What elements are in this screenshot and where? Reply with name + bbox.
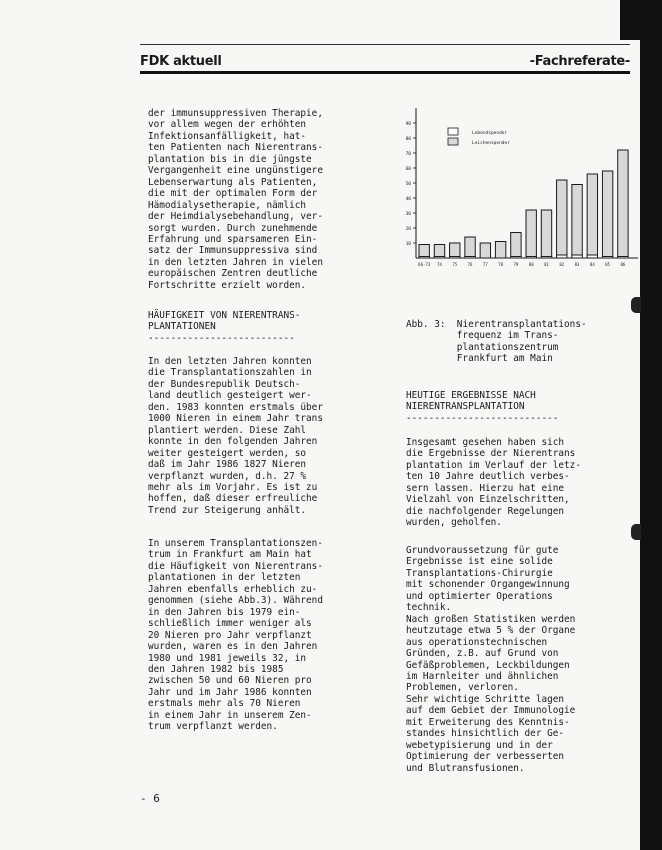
header-top-rule	[140, 44, 630, 45]
x-tick-label: 75	[452, 262, 458, 267]
y-tick-label: 80	[405, 137, 411, 142]
bar-lebendspender	[465, 257, 475, 259]
header-title: FDK aktuell	[140, 54, 222, 69]
x-tick-label: 66-73	[418, 262, 431, 267]
paragraph-grundvoraussetzung: Grundvoraussetzung für gute Ergebnisse ist eine solide Transplantations-Chirurgie mit schonender Organgewinnung und optimierter Operations technik. Nach großen Statistiken werden heutzutage etwa 5 % der Organe aus operationstechnischen Gründen, z.B. auf Grund von Gefäßproblemen, Leckbildungen im Harnleiter und ähnlichen Problemen, verloren. Sehr wichtige Schritte lagen auf dem Gebiet der Immunologie mit Erweiterung des Kenntnis- standes hinsichtlich der Ge- webetypisierung und in der Optimierung der verbesserten und Blutransfusionen.	[406, 545, 576, 774]
bar-leichenspender	[526, 210, 536, 257]
punch-hole-bottom	[631, 524, 641, 540]
bar-lebendspender	[419, 257, 429, 259]
bar-lebendspender	[557, 255, 567, 258]
bar-leichenspender	[450, 243, 460, 257]
bar-leichenspender	[602, 171, 612, 257]
x-tick-label: 85	[605, 262, 611, 267]
x-tick-label: 84	[589, 262, 595, 267]
y-tick-label: 20	[405, 227, 411, 232]
bar-lebendspender	[572, 255, 582, 258]
bar-lebendspender	[587, 255, 597, 258]
x-tick-label: 79	[513, 262, 519, 267]
x-tick-label: 83	[574, 262, 580, 267]
figure-caption: Abb. 3: Nierentransplantations- frequenz im Trans- plantationszentrum Frankfurt am Main	[406, 319, 587, 365]
x-tick-label: 76	[467, 262, 473, 267]
heading-haeufigkeit: HÄUFIGKEIT VON NIERENTRANS- PLANTATIONEN	[148, 310, 301, 333]
paragraph-transplantationszahlen: In den letzten Jahren konnten die Transplantationszahlen in der Bundesrepublik Deutsch- land deutlich gesteigert wer- den. 1983 konnten erstmals über 1000 Nieren in einem Jahr trans plantiert werden. Diese Zahl konnte in den folgenden Jahren weiter gesteigert werden, so daß im Jahr 1986 1827 Nieren verpflanzt wurden, d.h. 27 % mehr als im Vorjahr. Es ist zu hoffen, daß dieser erfreuliche Trend zur Steigerung anhält.	[148, 356, 323, 516]
heading-haeufigkeit-rule: --------------------------	[148, 333, 295, 344]
punch-hole-top	[631, 297, 641, 313]
y-tick-label: 50	[405, 182, 411, 187]
bar-leichenspender	[587, 174, 597, 255]
bar-lebendspender	[511, 257, 521, 259]
legend-label: Leichenspender	[472, 141, 510, 146]
legend-swatch	[448, 138, 458, 145]
legend-swatch	[448, 128, 458, 135]
bar-leichenspender	[618, 150, 628, 257]
x-tick-label: 86	[620, 262, 626, 267]
paragraph-ergebnisse: Insgesamt gesehen haben sich die Ergebnisse der Nierentrans plantation im Verlauf der letz- ten 10 Jahre deutlich verbes- sern lassen. Hierzu hat eine Vielzahl von Einzelschritten, die nachfolgender Regelungen wurden, geholfen.	[406, 437, 581, 529]
heading-ergebnisse: HEUTIGE ERGEBNISSE NACH NIERENTRANSPLANTATION	[406, 390, 536, 413]
heading-ergebnisse-rule: ---------------------------	[406, 413, 559, 424]
header-section: -Fachreferate-	[529, 54, 630, 69]
bar-leichenspender	[419, 245, 429, 257]
bar-leichenspender	[541, 210, 551, 257]
bar-lebendspender	[618, 257, 628, 259]
y-tick-label: 60	[405, 167, 411, 172]
bar-lebendspender	[526, 257, 536, 259]
y-tick-label: 30	[405, 212, 411, 217]
bar-lebendspender	[541, 257, 551, 259]
bar-leichenspender	[480, 243, 490, 258]
page-number: - 6	[140, 792, 160, 805]
header-rule	[140, 71, 630, 74]
bar-leichenspender	[511, 233, 521, 257]
y-tick-label: 40	[405, 197, 411, 202]
bar-chart	[396, 98, 644, 280]
x-tick-label: 81	[544, 262, 549, 267]
y-tick-label: 10	[405, 242, 411, 247]
bar-lebendspender	[450, 257, 460, 259]
x-tick-label: 78	[498, 262, 504, 267]
intro-paragraph: der immunsuppressiven Therapie, vor allem wegen der erhöhten Infektionsanfälligkeit, hat- ten Patienten nach Nierentrans- plantation bis in die jüngste Vergangenheit eine ungünstigere Lebenserwartung als Patienten, die mit der optimalen Form der Hämodialysetherapie, nämlich der Heimdialysebehandlung, ver- sorgt wurden. Durch zunehmende Erfahrung und sparsameren Ein- satz der Immunsuppressiva sind in den letzten Jahren in vielen europäischen Zentren deutliche Fortschritte erzielt worden.	[148, 108, 323, 291]
y-tick-label: 90	[405, 122, 411, 127]
bar-lebendspender	[434, 257, 444, 259]
bar-leichenspender	[465, 237, 475, 257]
y-tick-label: 70	[405, 152, 411, 157]
x-tick-label: 74	[437, 262, 442, 267]
x-tick-label: 77	[482, 262, 488, 267]
paragraph-frankfurt: In unserem Transplantationszen- trum in Frankfurt am Main hat die Häufigkeit von Nierentrans- plantationen in der letzten Jahren ebenfalls erheblich zu- genommen (siehe Abb.3). Während in den Jahren bis 1979 ein- schließlich immer weniger als 20 Nieren pro Jahr verpflanzt wurden, waren es in den Jahren 1980 und 1981 jeweils 32, in den Jahren 1982 bis 1985 zwischen 50 und 60 Nieren pro Jahr und im Jahr 1986 konnten erstmals mehr als 70 Nieren in einem Jahr in unserem Zen- trum verpflanzt werden.	[148, 538, 323, 733]
bar-leichenspender	[572, 185, 582, 256]
bar-leichenspender	[434, 245, 444, 257]
bar-lebendspender	[602, 257, 612, 259]
legend-label: Lebendspender	[472, 131, 508, 136]
bar-leichenspender	[557, 180, 567, 255]
x-tick-label: 82	[559, 262, 565, 267]
x-tick-label: 80	[528, 262, 534, 267]
bar-leichenspender	[495, 242, 505, 259]
